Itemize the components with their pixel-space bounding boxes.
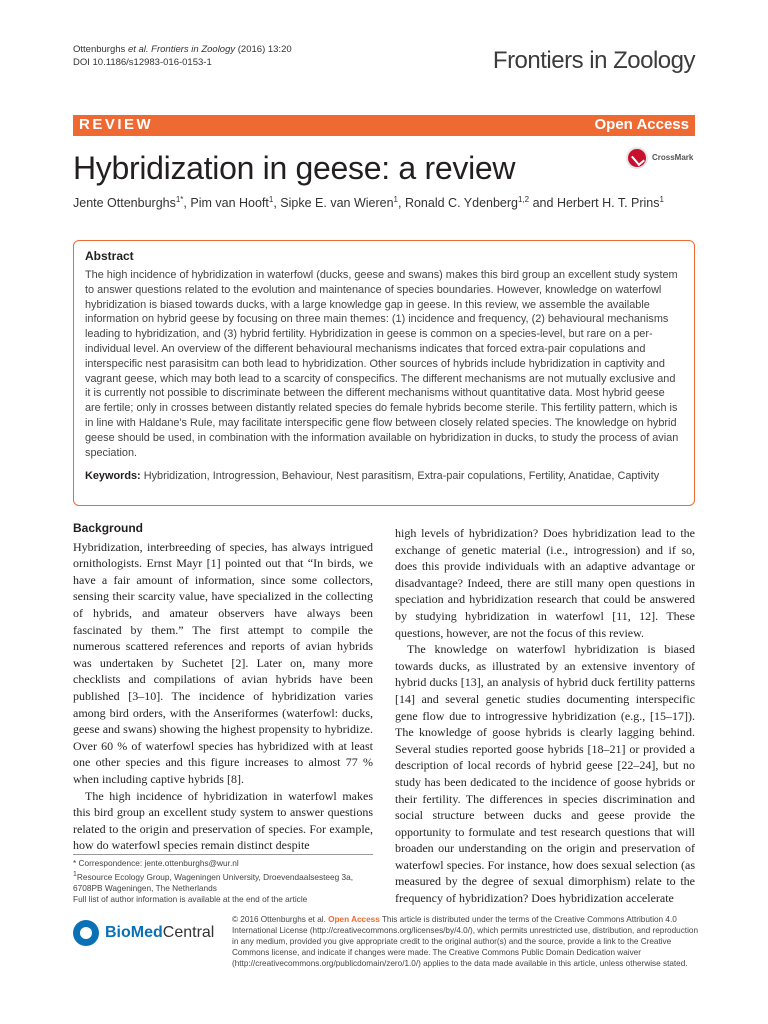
abstract-text: The high incidence of hybridization in waterfowl (ducks, geese and swans) makes this bird group an excellent study system to answer questions related to the evolution and maintenance of species boundaries. However, knowledge on waterfowl hybridization is biased towards ducks, with a large knowledge gap in geese. In this review, we assemble the available information on hybrid geese by focusing on three main themes: (1) incidence and frequency, (2) behavioural mechanisms leading to hybridization, and (3) hybrid fertility. Hybridization in geese is common on a species-level, but rare on a per-individual level. An overview of the different behavioural mechanisms indicates that forced extra-pair copulations and interspecific nest parasisitm can both lead to hybridization. Other sources of hybrids include hybridization in captivity and vagrant geese, which may both lead to a scarcity of conspecifics. The different mechanisms are not mutually exclusive and it is currently not possible to discriminate between the different mechanisms without quantitative data. Most hybrid geese are fertile; only in crosses between distantly related species do female hybrids become sterile. This fertility pattern, which is in line with Haldane's Rule, may facilitate interspecific gene flow between closely related species. The knowledge on hybrid geese should be used, in combination with the information available on hybridization in ducks, to study the process of avian speciation.: [85, 269, 679, 459]
article-type-label: REVIEW: [79, 116, 154, 133]
author-list: Jente Ottenburghs$^{1*}$, Pim van Hooft$^1$, Sipke E. van Wieren$^1$, Ronald C. Ydenberg$^{1,2}$ and Herbert H. T. Prins$^1$: [73, 195, 664, 211]
paragraph: high levels of hybridization? Does hybridization lead to the exchange of genetic material (i.e., introgression) and if so, does this provide individuals with an adaptive advantage or disadvantage? Indeed, there are still many open questions in speciation and hybridization research that could be answered by studying hybridization in waterfowl [11, 12]. These questions, however, are not the focus of this review.: [395, 526, 695, 640]
article-type-bar: [73, 115, 695, 136]
author-info-note: Full list of author information is available at the end of the article: [73, 893, 308, 904]
body-right-column: [395, 525, 695, 907]
citation: [73, 43, 292, 69]
section-heading: Background: [73, 521, 144, 535]
license-text: © 2016 Ottenburghs et al. Open Access This article is distributed under the terms of the Creative Commons Attribution 4.0 International License (http://creativecommons.org/licenses/by/4.0/), which permits unrestricted use, distribution, and reproduction in any medium, provided you give appropriate credit to the original author(s) and the source, provide a link to the Creative Commons license, and indicate if changes were made. The Creative Commons Public Domain Dedication waiver (http://creativecommons.org/publicdomain/zero/1.0/) applies to the data made available in this article, unless otherwise stated.: [232, 915, 699, 968]
abstract-box: [73, 240, 695, 506]
open-access-label: Open Access: [594, 116, 689, 133]
author[interactable]: Pim van Hooft$^1$: [190, 195, 274, 211]
crossmark-icon: [626, 147, 648, 169]
footnote: [73, 854, 373, 905]
keywords: Keywords: Hybridization, Introgression, Behaviour, Nest parasitism, Extra-pair copulations, Fertility, Anatidae, Captivity: [85, 470, 660, 483]
paragraph: The knowledge on waterfowl hybridization is biased towards ducks, as illustrated by an extensive inventory of hybrid ducks [13], an analysis of hybrid duck fertility patterns [14] and several genetic studies documenting interspecific gene flow due to introgressive hybridization (e.g., [15–17]). The knowledge of goose hybrids is clearly lagging behind. Several studies reported goose hybrids [18–21] or provided a description of local records of hybrid geese [22–24], but no study has been dedicated to the incidence of goose hybrids or their fertility. The differences in species discrimination and social structure between ducks and geese provide the opportunity to formulate and test research questions that will broaden our understanding on the origin and preservation of waterfowl species. For instance, how does sexual selection (as measured by the degree of sexual dimorphism) relate to the frequency of hybridization? Does hybridization accelerate: [395, 642, 695, 906]
biomed-central-icon: [73, 920, 99, 946]
paragraph: The high incidence of hybridization in waterfowl makes this bird group an excellent study system to answer questions related to the origin and preservation of species. For example, how do waterfowl species remain distinct despite: [73, 788, 373, 853]
biomed-central-logo: BioMedCentral: [73, 918, 233, 952]
body-left-column: [73, 520, 373, 854]
author[interactable]: Herbert H. T. Prins$^1$: [556, 195, 664, 211]
author[interactable]: Jente Ottenburghs$^{1*}$: [73, 195, 184, 211]
author[interactable]: Ronald C. Ydenberg$^{1,2}$: [404, 195, 530, 211]
crossmark-badge[interactable]: CrossMark: [626, 147, 696, 171]
affiliation: $^1$Resource Ecology Group, Wageningen University, Droevendaalsesteeg 3a, 6708PB Wageningen, The Netherlands: [73, 871, 354, 893]
article-title: Hybridization in geese: a review: [73, 150, 516, 186]
citation-line: Ottenburghs et al. Frontiers in Zoology (2016) 13:20: [73, 44, 292, 55]
doi[interactable]: DOI 10.1186/s12983-016-0153-1: [73, 57, 212, 68]
author[interactable]: Sipke E. van Wieren$^1$: [280, 195, 398, 211]
journal-title: Frontiers in Zoology: [492, 47, 695, 74]
abstract-heading: Abstract: [85, 249, 134, 263]
correspondence[interactable]: * Correspondence: jente.ottenburghs@wur.nl: [73, 858, 239, 868]
paragraph: Hybridization, interbreeding of species, has always intrigued ornithologists. Ernst Mayr [1] pointed out that “In birds, we have a fair amount of information, since some collectors, sensing their scarcity value, have specialized in the collecting of hybrids, and amateur observers have always been fascinated by them.” The first attempt to compile the numerous scattered references and reports of avian hybrids was undertaken by Suchetet [2]. Later on, many more checklists and compilations of avian hybrids have been published [3–10]. The incidence of hybridization varies among bird orders, with the Anseriformes (waterfowl: ducks, geese and swans) showing the highest propensity to hybridize. Over 60 % of waterfowl species has hybridized with at least one other species and this figure increases to almost 77 % when including captive hybrids [8].: [73, 539, 373, 786]
